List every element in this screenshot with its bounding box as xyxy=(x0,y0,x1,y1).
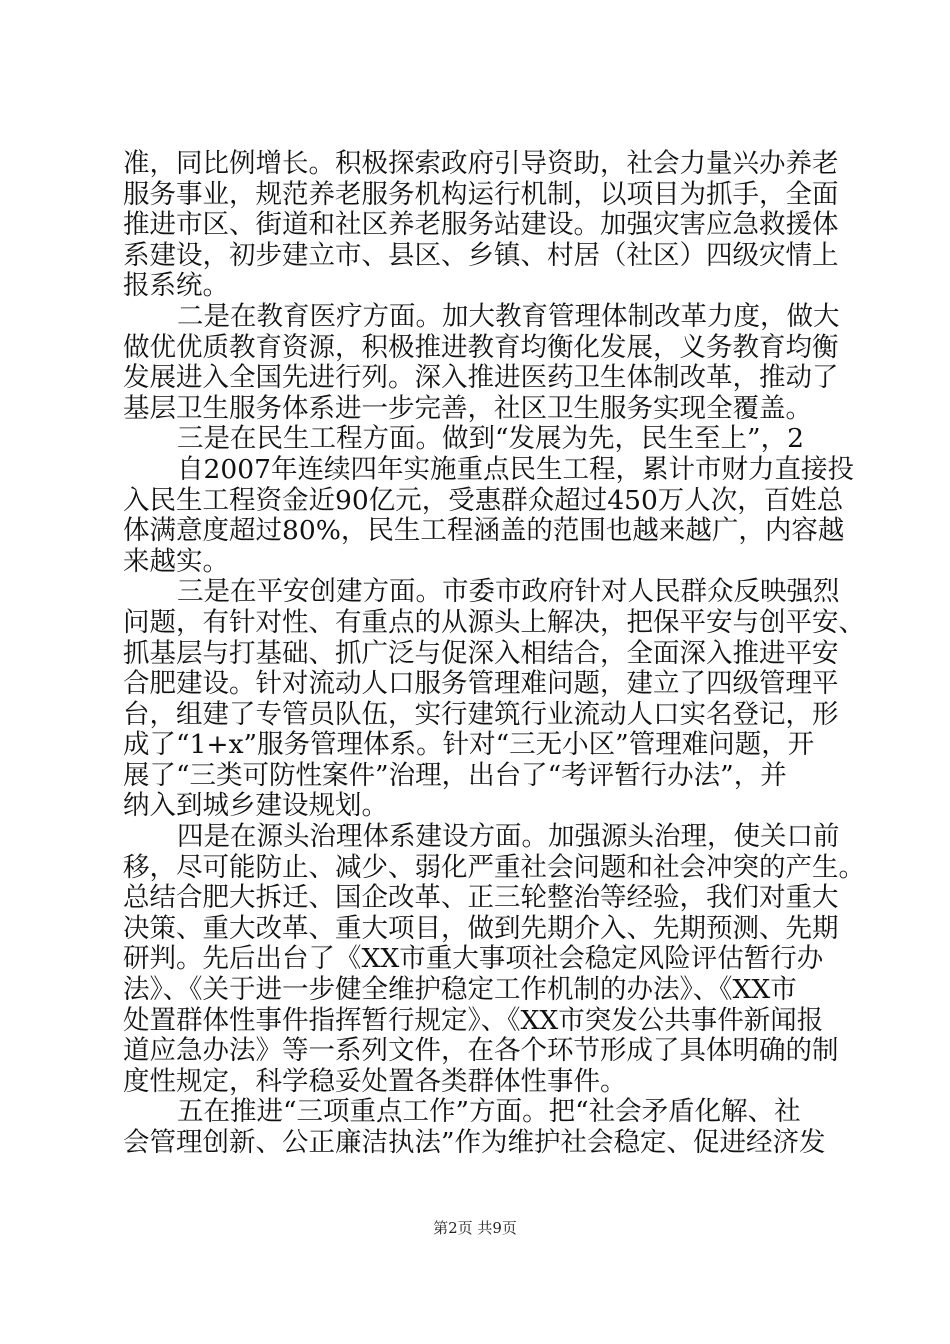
text-line: 度性规定，科学稳妥处置各类群体性事件。 xyxy=(123,1065,627,1097)
text-line: 系建设，初步建立市、县区、乡镇、村居（社区）四级灾情上 xyxy=(123,239,839,271)
text-line: 报系统。 xyxy=(123,270,229,302)
text-line: 合肥建设。针对流动人口服务管理难问题，建立了四级管理平 xyxy=(123,668,839,700)
text-line: 三是在民生工程方面。做到“发展为先，民生至上”，2 xyxy=(177,423,804,455)
text-line: 二是在教育医疗方面。加大教育管理体制改革力度，做大 xyxy=(177,300,840,332)
page-footer: 第2页 共9页 xyxy=(433,1219,517,1237)
text-line: 台，组建了专管员队伍，实行建筑行业流动人口实名登记，形 xyxy=(123,698,839,730)
text-line: 基层卫生服务体系进一步完善，社区卫生服务实现全覆盖。 xyxy=(123,392,812,424)
text-line: 纳入到城乡建设规划。 xyxy=(123,790,388,822)
text-line: 发展进入全国先进行列。深入推进医药卫生体制改革，推动了 xyxy=(123,362,839,394)
text-line: 四是在源头治理体系建设方面。加强源头治理，使关口前 xyxy=(177,821,840,853)
text-line: 自2007年连续四年实施重点民生工程，累计市财力直接投 xyxy=(177,453,854,485)
text-line: 研判。先后出台了《XX市重大事项社会稳定风险评估暂行办 xyxy=(123,943,824,975)
text-line: 展了“三类可防性案件”治理，出台了“考评暂行办法”，并 xyxy=(123,759,787,791)
text-line: 来越实。 xyxy=(123,545,229,577)
text-line: 抓基层与打基础、抓广泛与促深入相结合，全面深入推进平安 xyxy=(123,637,839,669)
text-line: 决策、重大改革、重大项目，做到先期介入、先期预测、先期 xyxy=(123,912,839,944)
text-line: 准，同比例增长。积极探索政府引导资助，社会力量兴办养老 xyxy=(123,148,839,179)
text-line: 推进市区、街道和社区养老服务站建设。加强灾害应急救援体 xyxy=(123,209,839,241)
body-text xyxy=(123,148,865,1159)
text-line: 做优优质教育资源，积极推进教育均衡化发展，义务教育均衡 xyxy=(123,331,839,363)
text-line: 入民生工程资金近90亿元，受惠群众超过450万人次，百姓总 xyxy=(123,484,844,516)
text-line: 问题，有针对性、有重点的从源头上解决，把保平安与创平安、 xyxy=(123,606,865,638)
text-line: 五在推进“三项重点工作”方面。把“社会矛盾化解、社 xyxy=(177,1096,801,1128)
text-line: 会管理创新、公正廉洁执法”作为维护社会稳定、促进经济发 xyxy=(123,1127,826,1158)
text-line: 成了“1+x”服务管理体系。针对“三无小区”管理难问题，开 xyxy=(123,729,815,761)
text-line: 法》、《关于进一步健全维护稳定工作机制的办法》、《XX市 xyxy=(123,974,797,1006)
text-line: 三是在平安创建方面。市委市政府针对人民群众反映强烈 xyxy=(177,576,840,608)
text-line: 总结合肥大拆迁、国企改革、正三轮整治等经验，我们对重大 xyxy=(123,882,839,914)
text-line: 处置群体性事件指挥暂行规定》、《XX市突发公共事件新闻报 xyxy=(123,1004,824,1036)
text-line: 体满意度超过80%，民生工程涵盖的范围也越来越广，内容越 xyxy=(123,515,845,547)
text-line: 道应急办法》等一系列文件，在各个环节形成了具体明确的制 xyxy=(123,1035,839,1067)
text-line: 移，尽可能防止、减少、弱化严重社会问题和社会冲突的产生。 xyxy=(123,851,865,883)
text-line: 服务事业，规范养老服务机构运行机制，以项目为抓手，全面 xyxy=(123,178,839,210)
